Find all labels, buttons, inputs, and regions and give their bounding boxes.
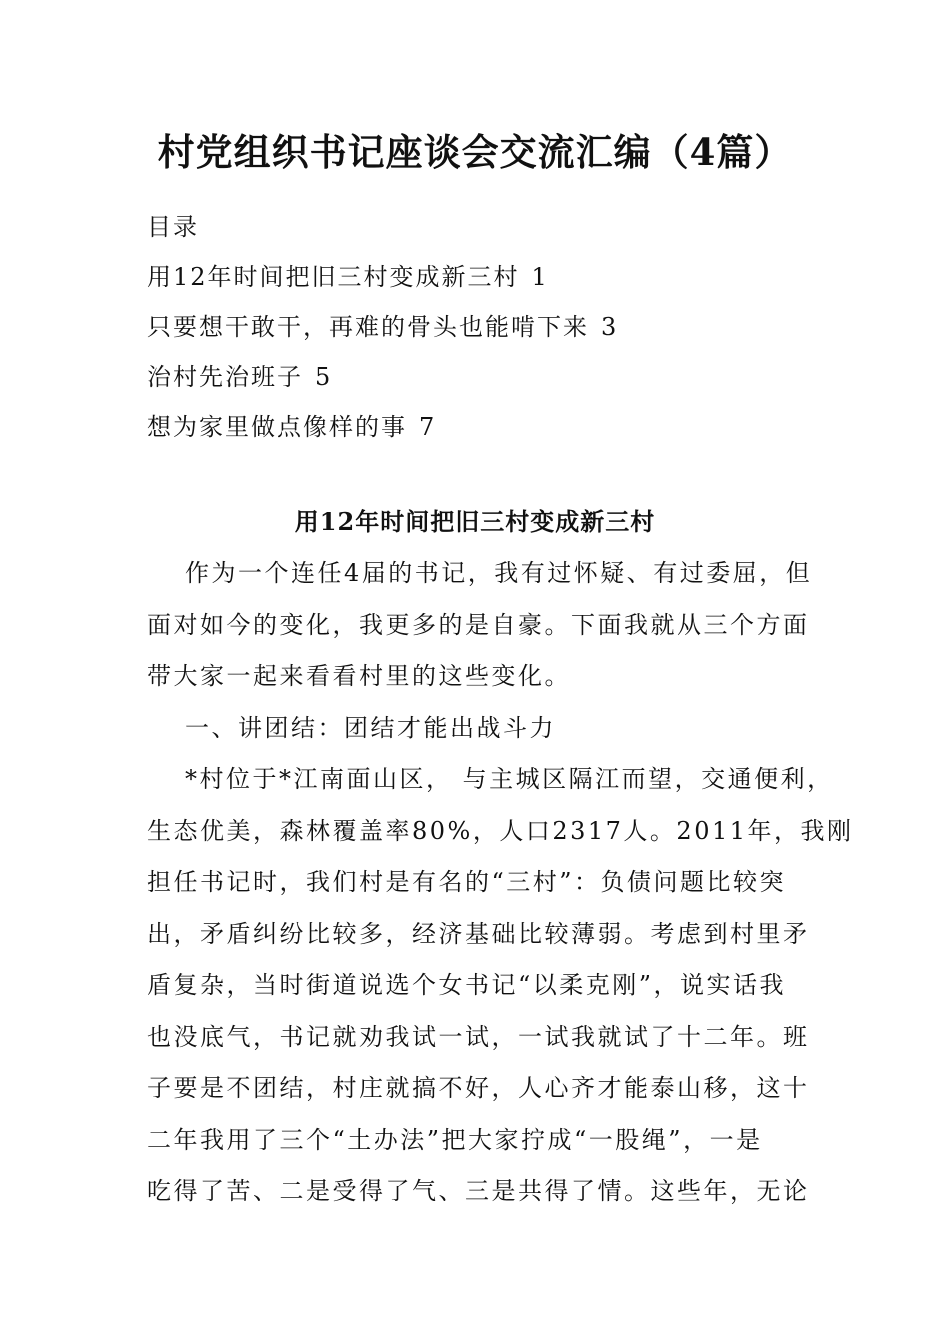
toc-item	[147, 302, 847, 352]
toc-item-page: 3	[601, 313, 619, 341]
body-line: 面对如今的变化，我更多的是自豪。下面我就从三个方面	[147, 610, 810, 639]
toc-item-title: 用12年时间把旧三村变成新三村	[147, 263, 520, 291]
toc-item	[147, 402, 847, 452]
body-line: 作为一个连任4届的书记，我有过怀疑、有过委屈，但	[185, 559, 813, 587]
body-line: 二年我用了三个“土办法”把大家拧成“一股绳”，一是	[147, 1125, 763, 1154]
section-heading: 一、讲团结：团结才能出战斗力	[185, 713, 556, 742]
toc-item-page: 7	[419, 413, 437, 441]
toc-item-page: 5	[315, 363, 333, 391]
article-title: 用12年时间把旧三村变成新三村	[294, 507, 656, 536]
toc-item-title: 想为家里做点像样的事	[147, 413, 407, 441]
toc-item-page: 1	[531, 263, 549, 291]
table-of-contents	[147, 202, 847, 452]
body-line: 担任书记时，我们村是有名的“三村”：负债问题比较突	[147, 868, 787, 896]
toc-heading: 目录	[147, 213, 199, 241]
body-line: 带大家一起来看看村里的这些变化。	[147, 662, 571, 690]
body-line: *村位于*江南面山区， 与主城区隔江而望，交通便利，	[185, 765, 834, 793]
body-line: 也没底气，书记就劝我试一试，一试我就试了十二年。班	[147, 1022, 810, 1051]
toc-item-title: 只要想干敢干，再难的骨头也能啃下来	[147, 313, 589, 341]
document-title: 村党组织书记座谈会交流汇编（4篇）	[157, 130, 793, 174]
toc-item	[147, 252, 847, 302]
body-line: 子要是不团结，村庄就搞不好，人心齐才能泰山移，这十	[147, 1074, 810, 1102]
body-line: 生态优美，森林覆盖率80%，人口2317人。2011年，我刚	[147, 816, 854, 845]
article-body	[147, 548, 854, 1218]
body-line: 吃得了苦、二是受得了气、三是共得了情。这些年，无论	[147, 1177, 810, 1205]
toc-item-title: 治村先治班子	[147, 363, 303, 391]
toc-item	[147, 352, 847, 402]
body-line: 出，矛盾纠纷比较多，经济基础比较薄弱。考虑到村里矛	[147, 919, 810, 948]
body-line: 盾复杂，当时街道说选个女书记“以柔克刚”，说实话我	[147, 971, 787, 999]
